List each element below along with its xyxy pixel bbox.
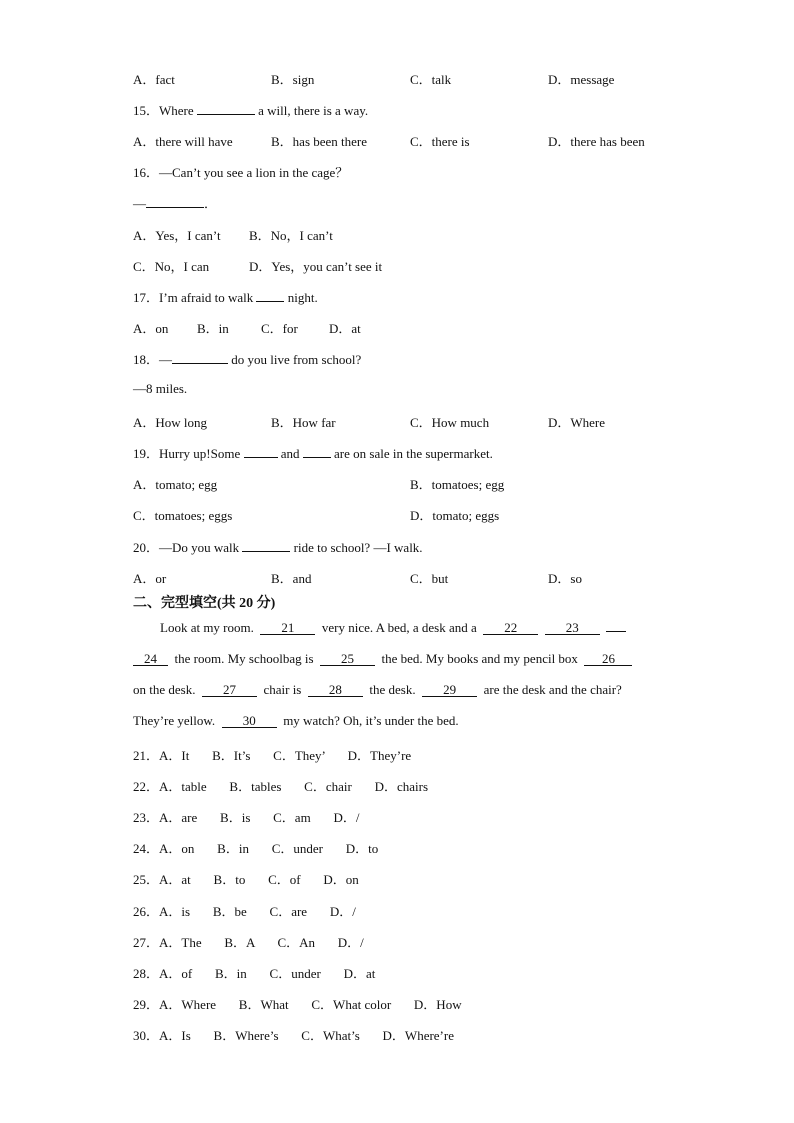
q14-option-d: D．message	[548, 72, 615, 87]
q16-blank[interactable]	[146, 207, 204, 208]
cloze-blank-26[interactable]: 26	[584, 653, 632, 666]
option-c: C．chair	[304, 779, 352, 794]
cloze-text: Look at my room.	[160, 620, 254, 635]
option-b: B．What	[238, 997, 289, 1012]
cloze-text: very nice. A bed, a desk and a	[321, 620, 477, 635]
q20-stem	[133, 537, 423, 556]
q15-stem	[133, 100, 368, 119]
option-a: A．Is	[159, 1028, 191, 1043]
q15-pre: 15．Where	[133, 103, 197, 118]
q18-option-a: A．How long	[133, 415, 208, 430]
cloze-text: the desk.	[369, 682, 416, 697]
cloze-blank-21[interactable]: 21	[260, 622, 315, 635]
q15-option-d: D．there has been	[548, 134, 645, 149]
cloze-question-24	[133, 838, 378, 857]
option-d: D．at	[343, 966, 376, 981]
option-c: C．of	[268, 872, 301, 887]
cloze-blank-25[interactable]: 25	[320, 653, 375, 666]
q20-blank[interactable]	[242, 551, 290, 552]
question-number: 21．	[133, 748, 160, 763]
q16-answer-post: ．	[204, 196, 218, 211]
cloze-line-3	[133, 682, 622, 698]
question-number: 23．	[133, 810, 160, 825]
cloze-blank-29[interactable]: 29	[422, 684, 477, 697]
q14-option-a: A．fact	[133, 72, 175, 87]
cloze-blank-30[interactable]: 30	[222, 715, 277, 728]
cloze-question-25	[133, 869, 359, 888]
q17-option-c: C．for	[261, 321, 298, 336]
cloze-blank-24-start	[606, 631, 626, 632]
question-number: 25．	[133, 872, 160, 887]
q19-option-b: B．tomatoes; egg	[410, 477, 505, 492]
q17-stem	[133, 287, 318, 306]
option-c: C．are	[269, 904, 308, 919]
q19-post: are on sale in the supermarket.	[330, 446, 493, 461]
q16-option-a: A．Yes，I can’t	[133, 228, 221, 243]
cloze-question-28	[133, 963, 375, 982]
option-b: B．in	[214, 966, 247, 981]
option-d: D．/	[329, 904, 356, 919]
q19-option-c: C．tomatoes; eggs	[133, 508, 233, 523]
q20-option-a: A．or	[133, 571, 167, 586]
option-d: D．Where’re	[382, 1028, 454, 1043]
q16-answer	[133, 193, 217, 212]
q20-post: ride to school? —I walk.	[290, 540, 423, 555]
option-c: C．What color	[311, 997, 392, 1012]
q15-option-c: C．there is	[410, 134, 470, 149]
option-a: A．table	[159, 779, 207, 794]
cloze-text: the bed. My books and my pencil box	[381, 651, 578, 666]
cloze-blank-28[interactable]: 28	[308, 684, 363, 697]
option-d: D．chairs	[374, 779, 429, 794]
q15-post: a will, there is a way.	[254, 103, 369, 118]
q14-option-c: C．talk	[410, 72, 452, 87]
option-b: B．in	[217, 841, 249, 856]
option-d: D．How	[413, 997, 462, 1012]
option-a: A．Where	[159, 997, 217, 1012]
option-a: A．It	[159, 748, 190, 763]
q17-option-b: B．in	[197, 321, 229, 336]
option-b: B．to	[213, 872, 246, 887]
question-number: 27．	[133, 935, 160, 950]
cloze-question-26	[133, 901, 356, 920]
option-b: B．It’s	[212, 748, 251, 763]
cloze-blank-24[interactable]: 24	[133, 653, 168, 666]
cloze-text: my watch? Oh, it’s under the bed.	[283, 713, 459, 728]
q17-option-d: D．at	[329, 321, 361, 336]
question-number: 26．	[133, 904, 160, 919]
option-c: C．What’s	[301, 1028, 360, 1043]
q18-blank[interactable]	[172, 363, 228, 364]
option-a: A．of	[159, 966, 193, 981]
option-d: D．to	[345, 841, 379, 856]
q19-option-d: D．tomato; eggs	[410, 508, 500, 523]
question-number: 28．	[133, 966, 160, 981]
cloze-text: are the desk and the chair?	[483, 682, 622, 697]
q18-answer: —8 miles.	[133, 381, 188, 396]
question-number: 30．	[133, 1028, 160, 1043]
q16-option-c: C．No，I can	[133, 259, 210, 274]
cloze-text: the room. My schoolbag is	[174, 651, 314, 666]
option-c: C．under	[271, 841, 323, 856]
q18-post: do you live from school?	[228, 352, 362, 367]
q15-blank[interactable]	[197, 114, 255, 115]
cloze-line-1	[160, 620, 626, 636]
q15-option-b: B．has been there	[271, 134, 368, 149]
q19-mid: and	[277, 446, 303, 461]
option-c: C．under	[269, 966, 321, 981]
q17-post: night.	[284, 290, 318, 305]
q19-stem	[133, 443, 493, 462]
cloze-question-23	[133, 807, 359, 826]
option-b: B．tables	[229, 779, 282, 794]
q18-option-d: D．Where	[548, 415, 606, 430]
option-c: C．An	[277, 935, 316, 950]
option-b: B．is	[220, 810, 251, 825]
option-d: D．They’re	[347, 748, 412, 763]
q16-option-d: D．Yes，you can’t see it	[249, 259, 383, 274]
cloze-question-27	[133, 932, 364, 951]
option-d: D．/	[337, 935, 364, 950]
option-a: A．is	[159, 904, 191, 919]
q18-option-c: C．How much	[410, 415, 490, 430]
option-a: A．are	[159, 810, 198, 825]
option-d: D．/	[333, 810, 360, 825]
cloze-line-4	[133, 713, 459, 729]
q16-answer-pre: —	[133, 196, 146, 211]
question-number: 29．	[133, 997, 160, 1012]
q19-option-a: A．tomato; egg	[133, 477, 218, 492]
cloze-text: on the desk.	[133, 682, 196, 697]
q14-option-b: B．sign	[271, 72, 315, 87]
q19-blank-2[interactable]	[303, 457, 331, 458]
q17-blank[interactable]	[256, 301, 284, 302]
option-c: C．am	[273, 810, 311, 825]
option-a: A．on	[159, 841, 195, 856]
q18-pre: 18．—	[133, 352, 173, 367]
q19-pre: 19．Hurry up!Some	[133, 446, 244, 461]
cloze-text: They’re yellow.	[133, 713, 216, 728]
question-number: 24．	[133, 841, 160, 856]
q15-option-a: A．there will have	[133, 134, 233, 149]
q16-option-b: B．No，I can’t	[249, 228, 333, 243]
q17-pre: 17．I’m afraid to walk	[133, 290, 257, 305]
option-b: B．A	[224, 935, 255, 950]
q20-option-c: C．but	[410, 571, 449, 586]
cloze-question-22	[133, 776, 428, 795]
cloze-text: chair is	[263, 682, 302, 697]
option-b: B．be	[212, 904, 247, 919]
option-c: C．They’	[273, 748, 325, 763]
cloze-question-30	[133, 1025, 454, 1044]
option-a: A．at	[159, 872, 191, 887]
q17-option-a: A．on	[133, 321, 169, 336]
section-2-title: 二、完型填空(共 20 分)	[133, 596, 276, 611]
cloze-question-21	[133, 745, 411, 764]
q18-option-b: B．How far	[271, 415, 336, 430]
q16-stem: 16．—Can’t you see a lion in the cage？	[133, 165, 349, 180]
cloze-blank-27[interactable]: 27	[202, 684, 257, 697]
option-a: A．The	[159, 935, 202, 950]
option-d: D．on	[323, 872, 359, 887]
q18-stem	[133, 349, 361, 368]
option-b: B．Where’s	[213, 1028, 279, 1043]
q19-blank-1[interactable]	[244, 457, 278, 458]
q20-option-b: B．and	[271, 571, 312, 586]
cloze-blank-23[interactable]: 23	[545, 622, 600, 635]
cloze-question-29	[133, 994, 462, 1013]
cloze-line-2	[133, 651, 632, 667]
cloze-blank-22[interactable]: 22	[483, 622, 538, 635]
q20-pre: 20．—Do you walk	[133, 540, 243, 555]
q20-option-d: D．so	[548, 571, 582, 586]
question-number: 22．	[133, 779, 160, 794]
